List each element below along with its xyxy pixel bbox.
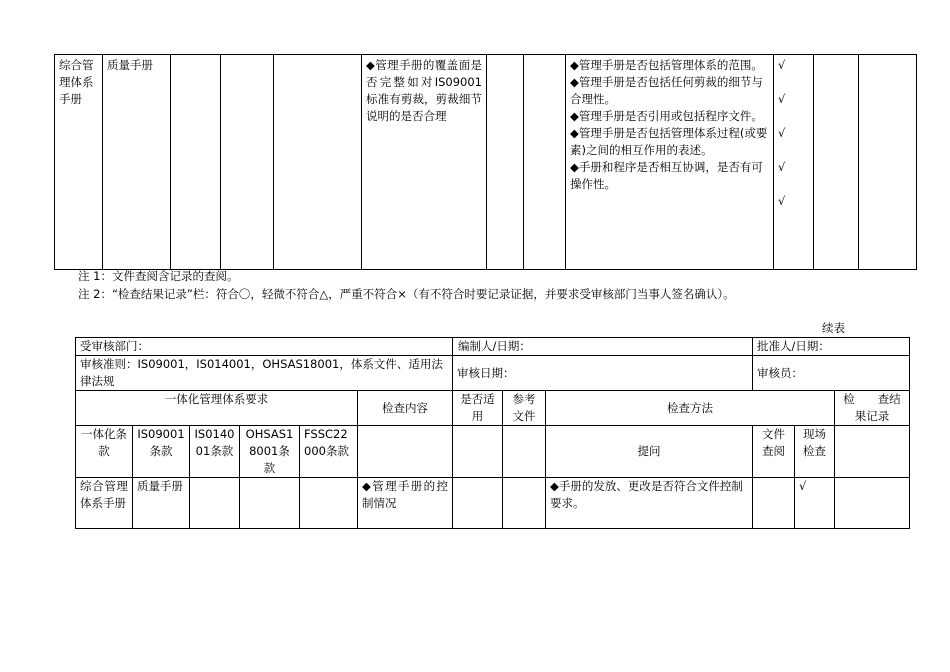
empty-cell (814, 55, 859, 270)
table-row (76, 356, 910, 391)
note-2: 注 2：“检查结果记录”栏：符合〇，轻微不符合△，严重不符合×（有不符合时要记录证据，并要求受审核部门当事人签名确认）。 (78, 287, 735, 301)
empty-cell (524, 55, 566, 270)
check-content-cell: ◆管理手册的控制情况 (358, 478, 453, 529)
audit-checklist-table (75, 337, 910, 529)
question-item: ◆管理手册是否引用或包括程序文件。 (570, 109, 763, 123)
doc-review-header: 文件查阅 (753, 426, 795, 478)
table-subheader-row (76, 426, 910, 478)
audit-checklist-table-top (54, 54, 917, 270)
empty-cell (240, 478, 300, 529)
check-mark: √ (778, 160, 786, 174)
question-item: ◆管理手册是否包括管理体系过程(或要素)之间的相互作用的表述。 (570, 126, 768, 157)
question-list-cell (566, 55, 774, 270)
manual-category-cell: 综合管理体系手册 (76, 478, 133, 529)
integrated-clause-header: 一体化条款 (76, 426, 133, 478)
table-row (76, 338, 910, 356)
doc-review-check-cell (774, 55, 814, 270)
auditor-field: 审核员： (753, 356, 910, 391)
empty-cell (487, 55, 524, 270)
manual-type-cell: 质量手册 (103, 55, 171, 270)
empty-cell (274, 55, 362, 270)
iso14001-header: IS014001条款 (190, 426, 240, 478)
audited-dept-field: 受审核部门： (76, 338, 453, 356)
manual-category-cell: 综合管理体系手册 (55, 55, 103, 270)
empty-cell (835, 478, 910, 529)
ohsas-header: OHSAS18001条款 (240, 426, 300, 478)
empty-cell (503, 478, 546, 529)
empty-cell (221, 55, 274, 270)
empty-cell (859, 55, 917, 270)
check-mark: √ (778, 194, 786, 208)
approved-by-field: 批准人/日期： (753, 338, 910, 356)
question-item: ◆管理手册是否包括任何剪裁的细节与合理性。 (570, 75, 763, 106)
note-1: 注 1：文件查阅含记录的查阅。 (78, 269, 239, 283)
check-mark: √ (778, 58, 786, 72)
applicable-header: 是否适用 (453, 391, 503, 426)
site-check-cell: √ (795, 478, 835, 529)
result-header: 检 查结果记录 (835, 391, 910, 426)
empty-cell (300, 478, 358, 529)
empty-cell (358, 426, 453, 478)
table-row (76, 478, 910, 529)
manual-type-cell: 质量手册 (133, 478, 190, 529)
continued-label: 续表 (822, 321, 845, 335)
audit-date-field: 审核日期： (453, 356, 753, 391)
audit-criteria-field: 审核准则：IS09001，IS014001，OHSAS18001，体系文件、适用法律法规 (76, 356, 453, 391)
question-item: ◆管理手册是否包括管理体系的范围。 (570, 58, 763, 72)
check-content-cell: ◆管理手册的覆盖面是否完整如对IS09001标准有剪裁，剪裁细节说明的是否合理 (362, 55, 487, 270)
site-check-header: 现场检查 (795, 426, 835, 478)
empty-cell (753, 478, 795, 529)
empty-cell (503, 426, 546, 478)
prepared-by-field: 编制人/日期： (453, 338, 753, 356)
check-mark: √ (778, 92, 786, 106)
question-item: ◆手册和程序是否相互协调，是否有可操作性。 (570, 160, 763, 191)
empty-cell (453, 478, 503, 529)
question-cell: ◆手册的发放、更改是否符合文件控制要求。 (546, 478, 753, 529)
fssc-header: FSSC22000条款 (300, 426, 358, 478)
content-header: 检查内容 (358, 391, 453, 426)
question-header: 提问 (546, 426, 753, 478)
reference-header: 参考文件 (503, 391, 546, 426)
empty-cell (171, 55, 221, 270)
empty-cell (453, 426, 503, 478)
method-header: 检查方法 (546, 391, 835, 426)
empty-cell (190, 478, 240, 529)
requirements-header: 一体化管理体系要求 (76, 391, 358, 426)
iso9001-header: IS09001条款 (133, 426, 190, 478)
table-header-row (76, 391, 910, 426)
empty-cell (835, 426, 910, 478)
table-row (55, 55, 917, 270)
check-mark: √ (778, 126, 786, 140)
